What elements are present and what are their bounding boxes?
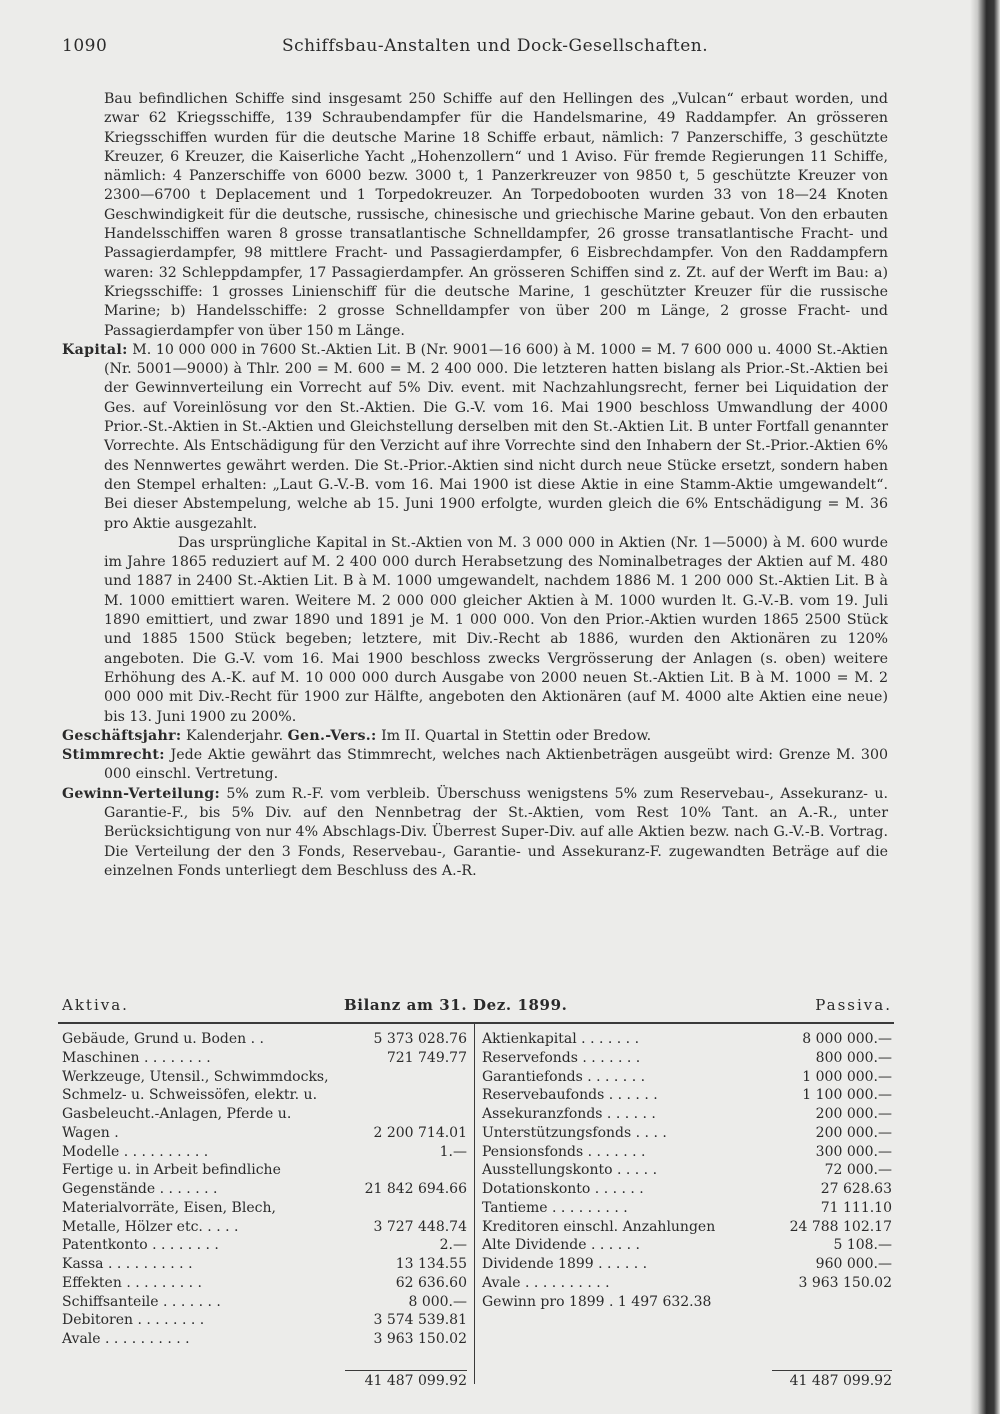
passiva-label: Tantieme . . . . . . . . . [482, 1199, 628, 1216]
aktiva-heading: Aktiva. [62, 996, 129, 1014]
gv-text: Im II. Quartal in Stettin oder Bredow. [381, 727, 652, 744]
passiva-label: Garantiefonds . . . . . . . [482, 1068, 646, 1085]
aktiva-row [62, 1199, 467, 1237]
balance-title: Bilanz am 31. Dez. 1899. [344, 996, 568, 1014]
aktiva-row [62, 1255, 467, 1274]
passiva-value: 71 111.10 [820, 1199, 892, 1216]
aktiva-row [62, 1274, 467, 1293]
passiva-row [482, 1124, 892, 1143]
passiva-row [482, 1049, 892, 1068]
passiva-label: Ausstellungskonto . . . . . [482, 1162, 658, 1179]
aktiva-label: Kassa . . . . . . . . . . [62, 1256, 193, 1272]
aktiva-row [62, 1293, 467, 1312]
passiva-row [482, 1030, 892, 1049]
kapital-text: M. 10 000 000 in 7600 St.-Aktien Lit. B (Nr. 9001—16 600) à M. 1000 = M. 7 600 000 u. 4000 St.-Aktien (Nr. 5001—9000) à Thlr. 200 = M. 600 = M. 2 400 000. Die letzteren hatten bislang als Prior.-St.-Aktien bei der Gewinnverteilung ein Vorrecht auf 5% Div. event. mit Nachzahlungsrecht, ferner bei Liquidation der Ges. auf Voreinlösung vor den St.-Aktien. Die G.-V. vom 16. Mai 1900 beschloss Umwandlung der 4000 Prior.-St.-Aktien in St.-Aktien und Gleichstellung derselben mit den St.-Aktien Lit. B unter Fortfall genannter Vorrechte. Als Entschädigung für den Verzicht auf ihre Vorrechte sind den Inhabern der St.-Prior.-Aktien 6% des Nennwertes gewährt werden. Die St.-Prior.-Aktien sind nicht durch neue Stücke ersetzt, sondern haben den Stempel erhalten: „Laut G.-V.-B. vom 16. Mai 1900 ist diese Aktie in eine Stamm-Aktie umgewandelt“. Bei dieser Abstempelung, welche ab 15. Juni 1900 erfolgte, wurden gleich die 6% Entschädigung = M. 36 pro Aktie ausgezahlt. [104, 341, 888, 532]
aktiva-row [62, 1030, 467, 1049]
kapital-history-paragraph: Das ursprüngliche Kapital in St.-Aktien von M. 3 000 000 in Aktien (Nr. 1—5000) à M. 600 wurde im Jahre 1865 reduziert auf M. 2 400 000 durch Herabsetzung des Nominalbetrages der Aktien auf M. 480 und 1887 in 2400 St.-Aktien Lit. B à M. 1000 umgewandelt, nachdem 1886 M. 1 200 000 St.-Aktien Lit. B à M. 1000 emittiert waren. Weitere M. 2 000 000 gleicher Aktien à M. 1000 wurden lt. G.-V.-B. vom 19. Juli 1890 emittiert, und zwar 1890 und 1891 je M. 1 000 000. Von den Prior.-Aktien wurden 1865 2500 Stück und 1885 1500 Stück begeben; letztere, mit Div.-Recht ab 1886, wurden den Aktionären zu 120% angeboten. Die G.-V. vom 16. Mai 1900 beschloss zwecks Vergrösserung der Anlagen (s. oben) weitere Erhöhung des A.-K. auf M. 10 000 000 durch Ausgabe von 2000 neuen St.-Aktien Lit. B à M. 1000 = M. 2 000 000 mit Div.-Recht für 1900 zur Hälfte, angeboten den Aktionären (auf M. 4000 alte Aktien eine neue) bis 13. Juni 1900 zu 200%. [104, 534, 888, 725]
scan-edge [970, 0, 1000, 1414]
passiva-label: Reservebaufonds . . . . . . [482, 1087, 658, 1104]
aktiva-label: Avale . . . . . . . . . . [62, 1331, 190, 1347]
page-header [62, 36, 892, 60]
kapital-label: Kapital: [62, 341, 128, 358]
aktiva-row [62, 1161, 467, 1199]
passiva-value: 72 000.— [824, 1162, 892, 1179]
passiva-list [482, 1030, 892, 1311]
passiva-value: 960 000.— [815, 1256, 892, 1272]
passiva-row [482, 1236, 892, 1255]
aktiva-list [62, 1030, 467, 1349]
passiva-row [482, 1218, 892, 1237]
passiva-label: Gewinn pro 1899 . 1 497 632.38 [482, 1293, 712, 1310]
aktiva-label: Maschinen . . . . . . . . [62, 1049, 211, 1066]
aktiva-value: 21 842 694.66 [364, 1181, 467, 1197]
stimm-label: Stimmrecht: [62, 747, 165, 764]
gewinn-paragraph [62, 785, 888, 881]
passiva-heading: Passiva. [815, 996, 892, 1014]
passiva-row [482, 1199, 892, 1218]
gj-text: Kalenderjahr. [186, 727, 284, 744]
aktiva-label: Effekten . . . . . . . . . [62, 1274, 202, 1291]
passiva-row [482, 1143, 892, 1162]
passiva-value: 200 000.— [815, 1124, 892, 1141]
aktiva-value: 721 749.77 [386, 1049, 467, 1066]
aktiva-label: Schiffsanteile . . . . . . . [62, 1293, 221, 1310]
passiva-row [482, 1293, 892, 1312]
body-text [62, 90, 888, 881]
aktiva-value: 8 000.— [408, 1293, 467, 1310]
aktiva-row [62, 1068, 467, 1143]
passiva-value: 24 788 102.17 [789, 1218, 892, 1235]
aktiva-value: 3 727 448.74 [373, 1218, 467, 1235]
passiva-value: 1 100 000.— [802, 1087, 892, 1104]
passiva-row [482, 1180, 892, 1199]
passiva-label: Pensionsfonds . . . . . . . [482, 1143, 646, 1160]
aktiva-row [62, 1330, 467, 1349]
balance-divider [474, 1024, 475, 1384]
aktiva-value: 3 574 539.81 [373, 1312, 467, 1329]
aktiva-value: 13 134.55 [395, 1256, 467, 1272]
passiva-value: 3 963 150.02 [798, 1274, 892, 1291]
aktiva-label: Debitoren . . . . . . . . [62, 1312, 205, 1329]
passiva-value: 300 000.— [815, 1143, 892, 1160]
passiva-row [482, 1255, 892, 1274]
aktiva-row [62, 1236, 467, 1255]
geschaeftsjahr-line [62, 727, 888, 746]
running-title: Schiffsbau-Anstalten und Dock-Gesellschaften. [282, 36, 709, 56]
passiva-label: Aktienkapital . . . . . . . [482, 1031, 640, 1047]
passiva-row [482, 1105, 892, 1124]
passiva-value: 1 000 000.— [802, 1068, 892, 1085]
balance-header [62, 996, 892, 1020]
passiva-total: 41 487 099.92 [772, 1370, 892, 1389]
aktiva-value: 62 636.60 [395, 1274, 467, 1291]
passiva-value: 200 000.— [815, 1106, 892, 1122]
passiva-value: 5 108.— [833, 1237, 892, 1254]
aktiva-label: Materialvorräte, Eisen, Blech, Metalle, Hölzer etc. . . . . [62, 1199, 276, 1235]
passiva-value: 8 000 000.— [802, 1031, 892, 1047]
passiva-label: Dividende 1899 . . . . . . [482, 1256, 648, 1272]
aktiva-row [62, 1143, 467, 1162]
passiva-label: Unterstützungsfonds . . . . [482, 1124, 667, 1141]
gewinn-label: Gewinn-Verteilung: [62, 785, 220, 802]
gj-label: Geschäftsjahr: [62, 727, 182, 744]
balance-top-rule [58, 1022, 894, 1024]
aktiva-total: 41 487 099.92 [345, 1370, 467, 1389]
passiva-label: Assekuranzfonds . . . . . . [482, 1106, 656, 1122]
aktiva-value: 2.— [439, 1237, 467, 1254]
aktiva-row [62, 1049, 467, 1068]
stimmrecht-paragraph [62, 746, 888, 785]
intro-paragraph: Bau befindlichen Schiffe sind insgesamt 250 Schiffe auf den Hellingen des „Vulcan“ erbaut worden, und zwar 62 Kriegsschiffe, 139 Schraubendampfer für die Handelsmarine, 49 Raddampfer. An grösseren Kriegsschiffen wurden für die deutsche Marine 18 Schiffe erbaut, nämlich: 7 Panzerschiffe, 3 geschützte Kreuzer, 6 Kreuzer, die Kaiserliche Yacht „Hohenzollern“ und 1 Aviso. Für fremde Regierungen 11 Schiffe, nämlich: 4 Panzerschiffe von 6000 bezw. 3000 t, 1 Panzerkreuzer von 9850 t, 5 geschützte Kreuzer von 2300—6700 t Deplacement und 1 Torpedokreuzer. An Torpedobooten wurden 33 von 18—24 Knoten Geschwindigkeit für die deutsche, russische, chinesische und griechische Marine gebaut. Von den erbauten Handelsschiffen waren 8 grosse transatlantische Schnelldampfer, 26 grosse transatlantische Fracht- und Passagierdampfer, 98 mittlere Fracht- und Passagierdampfer, 6 Eisbrechdampfer. Von den Raddampfern waren: 32 Schleppdampfer, 17 Passagierdampfer. An grösseren Schiffen sind z. Zt. auf der Werft im Bau: a) Kriegsschiffe: 1 grosses Linienschiff für die deutsche Marine, 1 geschützter Kreuzer für die russische Marine; b) Handelsschiffe: 2 grosse Schnelldampfer von über 200 m Länge, 2 grosse Fracht- und Passagierdampfer von über 150 m Länge. [104, 91, 888, 339]
passiva-row [482, 1086, 892, 1105]
passiva-value: 800 000.— [815, 1049, 892, 1066]
aktiva-label: Werkzeuge, Utensil., Schwimmdocks, Schmelz- u. Schweissöfen, elektr. u. Gasbeleucht.-Anlagen, Pferde u. Wagen . [62, 1068, 329, 1141]
stimm-text: Jede Aktie gewährt das Stimmrecht, welches nach Aktienbeträgen ausgeübt wird: Grenze M. 300 000 einschl. Vertretung. [104, 747, 888, 783]
aktiva-label: Modelle . . . . . . . . . . [62, 1143, 209, 1160]
gv-label: Gen.-Vers.: [287, 727, 377, 744]
passiva-label: Alte Dividende . . . . . . [482, 1237, 640, 1254]
passiva-row [482, 1068, 892, 1087]
aktiva-value: 1.— [439, 1143, 467, 1160]
aktiva-value: 3 963 150.02 [373, 1331, 467, 1347]
passiva-label: Kreditoren einschl. Anzahlungen [482, 1218, 716, 1235]
aktiva-value: 5 373 028.76 [373, 1031, 467, 1047]
aktiva-value: 2 200 714.01 [373, 1124, 467, 1141]
aktiva-label: Patentkonto . . . . . . . . [62, 1237, 219, 1254]
passiva-label: Reservefonds . . . . . . . [482, 1049, 641, 1066]
passiva-label: Avale . . . . . . . . . . [482, 1274, 610, 1291]
aktiva-label: Fertige u. in Arbeit befindliche Gegenstände . . . . . . . [62, 1162, 281, 1197]
aktiva-label: Gebäude, Grund u. Boden . . [62, 1031, 264, 1047]
passiva-value: 27 628.63 [820, 1181, 892, 1197]
passiva-row [482, 1274, 892, 1293]
gewinn-text: 5% zum R.-F. vom verbleib. Überschuss wenigstens 5% zum Reservebau-, Assekuranz- u. Garantie-F., bis 5% Div. auf den Nennbetrag der St.-Aktien, vom Rest 10% Tant. an A.-R., unter Berücksichtigung von nur 4% Abschlags-Div. Überrest Super-Div. auf alle Aktien bezw. nach G.-V.-B. Vortrag. Die Verteilung der den 3 Fonds, Reservebau-, Garantie- und Assekuranz-F. zugewandten Beträge auf die einzelnen Fonds unterliegt dem Beschluss des A.-R. [104, 785, 888, 879]
passiva-row [482, 1161, 892, 1180]
passiva-label: Dotationskonto . . . . . . [482, 1181, 644, 1197]
aktiva-row [62, 1311, 467, 1330]
page-number: 1090 [62, 36, 108, 56]
kapital-paragraph [62, 341, 888, 534]
